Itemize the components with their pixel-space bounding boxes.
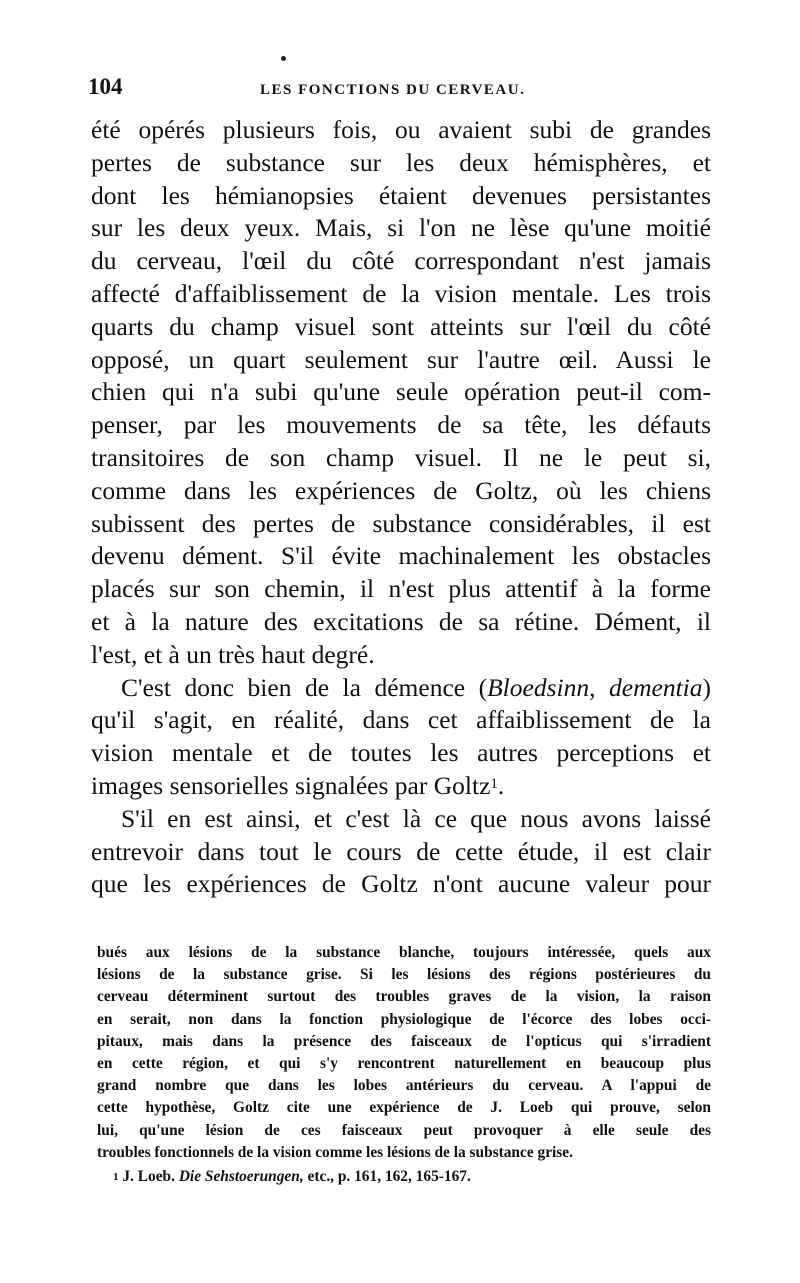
- main-text: [91, 114, 711, 901]
- running-title: LES FONCTIONS DU CERVEAU.: [260, 82, 526, 98]
- text-line: l'est, et à un très haut degré.: [91, 639, 375, 669]
- ink-speck: [281, 56, 286, 61]
- text-run: ,: [589, 672, 610, 702]
- page-number: 104: [88, 74, 123, 99]
- text-line: subissent des pertes de substance considérables, il est: [91, 508, 711, 538]
- text-line: transitoires de son champ visuel. Il ne le peut si,: [91, 442, 711, 472]
- page-header: [88, 74, 708, 104]
- text-line: [91, 770, 711, 803]
- text-run: .: [497, 770, 505, 800]
- footnote-line: lésions de la substance grise. Si les lésions des régions postérieures du: [97, 966, 711, 984]
- paragraph-2: [91, 672, 711, 803]
- footnote-pages: etc., p. 161, 162, 165-167.: [307, 1167, 471, 1185]
- footnote-number: 1: [113, 1170, 119, 1183]
- text-line: pertes de substance sur les deux hémisphères, et: [91, 147, 711, 177]
- text-line: et à la nature des excitations de sa rétine. Dément, il: [91, 606, 711, 636]
- italic-term: Bloedsinn: [487, 672, 590, 702]
- text-line: du cerveau, l'œil du côté correspondant n'est jamais: [91, 246, 711, 276]
- italic-term: dementia: [609, 672, 703, 702]
- footnote-author: J. Loeb.: [122, 1167, 175, 1185]
- text-line: placés sur son chemin, il n'est plus attentif à la forme: [91, 574, 711, 604]
- text-line: penser, par les mouvements de sa tête, les défauts: [91, 410, 711, 440]
- footnote-line: lui, qu'une lésion de ces faisceaux peut provoquer à elle seule des: [97, 1121, 711, 1139]
- text-line: opposé, un quart seulement sur l'autre œil. Aussi le: [91, 344, 711, 374]
- footnote-reference: [97, 1166, 711, 1188]
- footnote-line: pitaux, mais dans la présence des faisceaux de l'opticus qui s'irradient: [97, 1032, 711, 1050]
- footnote-line: cerveau déterminent surtout des troubles graves de la vision, la raison: [97, 988, 711, 1006]
- text-line: chien qui n'a subi qu'une seule opération peut-il com-: [91, 377, 711, 407]
- text-line: S'il en est ainsi, et c'est là ce que nous avons laissé: [121, 803, 711, 833]
- text-line: comme dans les expériences de Goltz, où les chiens: [91, 475, 711, 505]
- text-line: vision mentale et de toutes les autres perceptions et: [91, 738, 711, 768]
- paragraph-3: [91, 803, 711, 901]
- text-run: images sensorielles signalées par Goltz: [91, 770, 491, 800]
- text-run: C'est donc bien de la démence (: [121, 672, 488, 702]
- text-line: qu'il s'agit, en réalité, dans cet affaiblissement de la: [91, 705, 711, 735]
- text-run: ): [702, 672, 711, 702]
- paragraph-1: [91, 114, 711, 672]
- footnote-line: troubles fonctionnels de la vision comme les lésions de la substance grise.: [97, 1143, 573, 1161]
- footnote-title: Die Sehstoerungen,: [178, 1167, 304, 1185]
- text-line: quarts du champ visuel sont atteints sur l'œil du côté: [91, 311, 711, 341]
- text-line: [91, 672, 711, 705]
- footnote-line: en serait, non dans la fonction physiologique de l'écorce des lobes occi-: [97, 1010, 711, 1028]
- footnote-line: en cette région, et qui s'y rencontrent naturellement en beaucoup plus: [97, 1054, 711, 1072]
- text-line: affecté d'affaiblissement de la vision mentale. Les trois: [91, 278, 711, 308]
- footnote-marker: 1: [490, 775, 498, 792]
- text-line: entrevoir dans tout le cours de cette étude, il est clair: [91, 836, 711, 866]
- text-line: sur les deux yeux. Mais, si l'on ne lèse qu'une moitié: [91, 213, 711, 243]
- text-line: devenu dément. S'il évite machinalement les obstacles: [91, 541, 711, 571]
- footnotes: [97, 942, 711, 1188]
- footnote-line: bués aux lésions de la substance blanche, toujours intéressée, quels aux: [97, 944, 711, 961]
- footnote-line: grand nombre que dans les lobes antérieurs du cerveau. A l'appui de: [97, 1077, 711, 1095]
- text-line: dont les hémianopsies étaient devenues persistantes: [91, 180, 711, 210]
- text-line: que les expériences de Goltz n'ont aucune valeur pour: [91, 869, 711, 899]
- text-line: été opérés plusieurs fois, ou avaient subi de grandes: [91, 115, 711, 144]
- footnote-line: cette hypothèse, Goltz cite une expérience de J. Loeb qui prouve, selon: [97, 1099, 711, 1117]
